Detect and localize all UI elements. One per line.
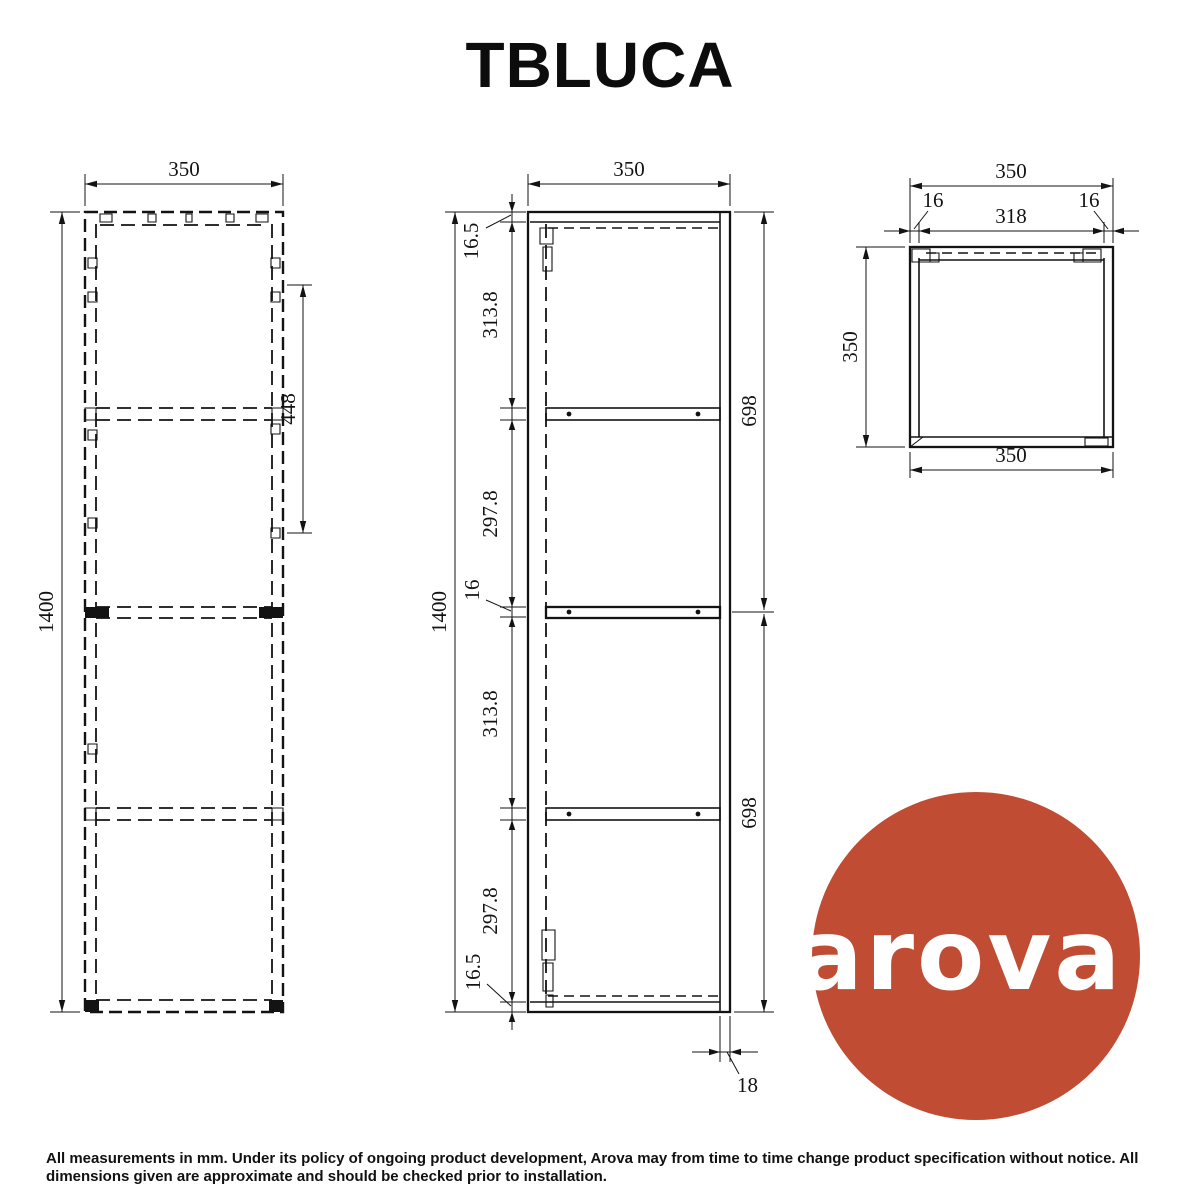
front-view-body (85, 212, 283, 1012)
logo-text: arova (796, 899, 1124, 1013)
page-title: TBLUCA (465, 29, 735, 101)
front-height-label: 1400 (34, 591, 58, 633)
top-inner-width-label: 318 (995, 204, 1027, 228)
top-wall-left-label: 16 (922, 188, 944, 212)
side-dimensions (427, 157, 774, 1097)
top-depth-label: 350 (838, 331, 862, 363)
side-half-height-label-1: 698 (737, 797, 761, 829)
top-wall-right-label: 16 (1078, 188, 1100, 212)
front-view (34, 157, 312, 1012)
side-chain-label-5: 297.8 (478, 887, 502, 935)
top-dimensions (838, 159, 1139, 478)
side-chain-label-1: 313.8 (478, 291, 502, 339)
side-chain-label-3: 16 (460, 579, 484, 601)
side-chain-label-6: 16.5 (461, 953, 485, 991)
side-half-height-label-0: 698 (737, 395, 761, 427)
top-view-body (910, 247, 1113, 447)
front-dimensions (34, 157, 312, 1012)
side-door-thickness-label: 18 (737, 1073, 758, 1097)
disclaimer-text: All measurements in mm. Under its policy of ongoing product development, Arova may from time to time change product specification without notice. All dimensions given are approximate and should be checked prior to installation. (46, 1150, 1139, 1185)
side-width-label: 350 (613, 157, 645, 181)
front-width-label: 350 (168, 157, 200, 181)
side-chain-label-2: 297.8 (478, 490, 502, 538)
side-view (427, 157, 774, 1097)
arova-logo (796, 792, 1156, 1120)
side-height-label: 1400 (427, 591, 451, 633)
front-hinge-span-label: 448 (276, 393, 300, 425)
side-chain-label-0: 16.5 (459, 222, 483, 260)
top-view (838, 159, 1139, 478)
side-chain-label-4: 313.8 (478, 690, 502, 738)
registered-mark-icon: ® (1125, 880, 1156, 915)
top-width-bottom-label: 350 (995, 443, 1027, 467)
side-view-body (528, 212, 730, 1012)
top-width-label: 350 (995, 159, 1027, 183)
